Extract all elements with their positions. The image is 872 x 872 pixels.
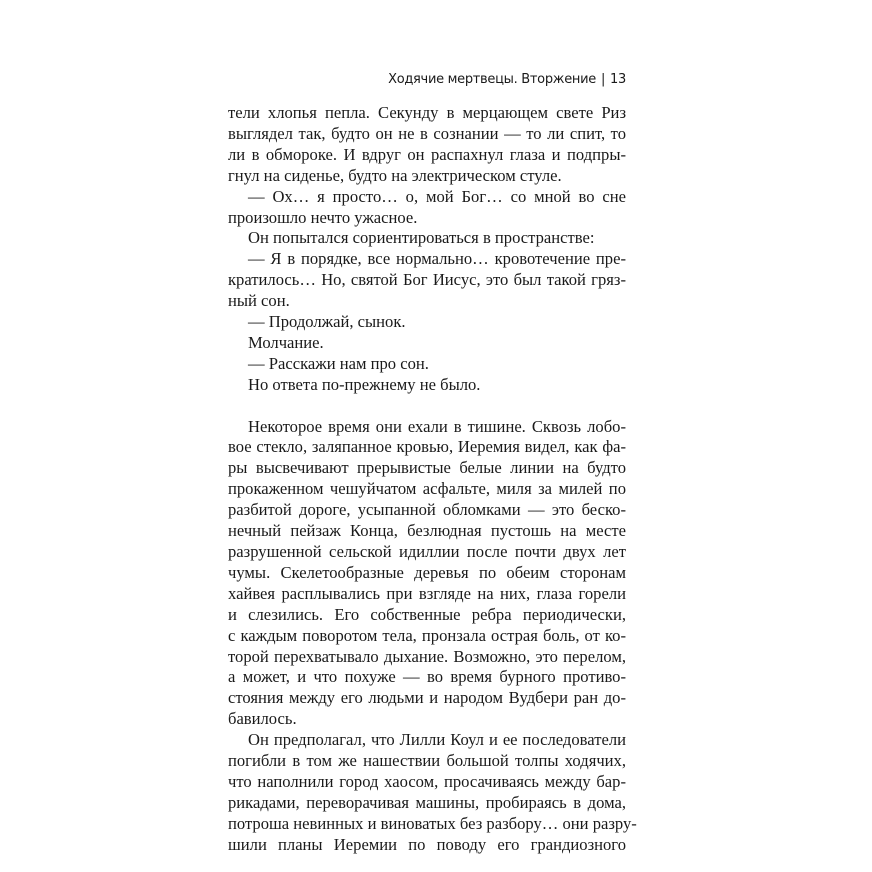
page-number: 13 xyxy=(610,72,626,87)
text-line: разбитой дороге, усыпанной обломками — это беско- xyxy=(228,500,626,520)
text-line: выглядел так, будто он не в сознании — то ли спит, то xyxy=(228,123,626,143)
text-line: Он предполагал, что Лилли Коул и ее последователи xyxy=(248,730,626,750)
text-line: что наполнили город хаосом, просачиваясь между бар- xyxy=(228,771,626,791)
text-line: ры высвечивают прерывистые белые линии на будто xyxy=(228,458,626,478)
text-line: — Расскажи нам про сон. xyxy=(248,353,429,373)
text-line: Но ответа по-прежнему не было. xyxy=(248,374,481,394)
text-line: торой перехватывало дыхание. Возможно, это перелом, xyxy=(228,646,626,666)
text-line: — Я в порядке, все нормально… кровотечение пре- xyxy=(248,249,626,269)
text-line: кратилось… Но, святой Бог Иисус, это был такой гряз- xyxy=(228,270,626,290)
text-line: Он попытался сориентироваться в пространстве: xyxy=(248,228,595,248)
text-line: тели хлопья пепла. Секунду в мерцающем свете Риз xyxy=(228,103,626,122)
running-header xyxy=(228,72,626,87)
text-line: шили планы Иеремии по поводу его грандиозного xyxy=(228,834,626,854)
book-title: Ходячие мертвецы. Вторжение xyxy=(388,72,596,87)
text-line: ный сон. xyxy=(228,291,290,311)
text-line: стояния между его людьми и народом Вудбери ран до- xyxy=(228,688,626,708)
text-line: чумы. Скелетообразные деревья по обеим сторонам xyxy=(228,562,626,582)
text-line: хайвея расплывались при взгляде на них, глаза горели xyxy=(228,583,626,603)
text-line: — Продолжай, сынок. xyxy=(248,312,406,332)
text-line: гнул на сиденье, будто на электрическом стуле. xyxy=(228,165,562,185)
text-line: нечный пейзаж Конца, безлюдная пустошь на месте xyxy=(228,521,626,541)
text-line: — Ох… я просто… о, мой Бог… со мной во сне xyxy=(248,186,626,206)
header-separator: | xyxy=(600,72,606,87)
text-line: Молчание. xyxy=(248,332,324,352)
text-line: произошло нечто ужасное. xyxy=(228,207,418,227)
text-line: разрушенной сельской идиллии после почти двух лет xyxy=(228,542,626,562)
text-line: бавилось. xyxy=(228,709,297,729)
text-line: а может, и что похуже — во время бурного противо- xyxy=(228,667,626,687)
text-line: Некоторое время они ехали в тишине. Сквозь лобо- xyxy=(248,416,626,436)
text-line: ли в обмороке. И вдруг он распахнул глаза и подпры- xyxy=(228,144,626,164)
text-line: погибли в том же нашествии большой толпы ходячих, xyxy=(228,751,626,771)
text-line: прокаженном чешуйчатом асфальте, миля за милей по xyxy=(228,479,626,499)
text-line: и слезились. Его собственные ребра периодически, xyxy=(228,604,626,624)
text-line: рикадами, переворачивая машины, пробираясь в дома, xyxy=(228,792,626,812)
section-break xyxy=(228,396,626,417)
text-line: потроша невинных и виноватых без разбору… они разру- xyxy=(228,813,637,833)
page-body-text xyxy=(228,103,637,856)
text-line: с каждым поворотом тела, пронзала острая боль, от ко- xyxy=(228,625,626,645)
text-line: вое стекло, заляпанное кровью, Иеремия видел, как фа- xyxy=(228,437,626,457)
